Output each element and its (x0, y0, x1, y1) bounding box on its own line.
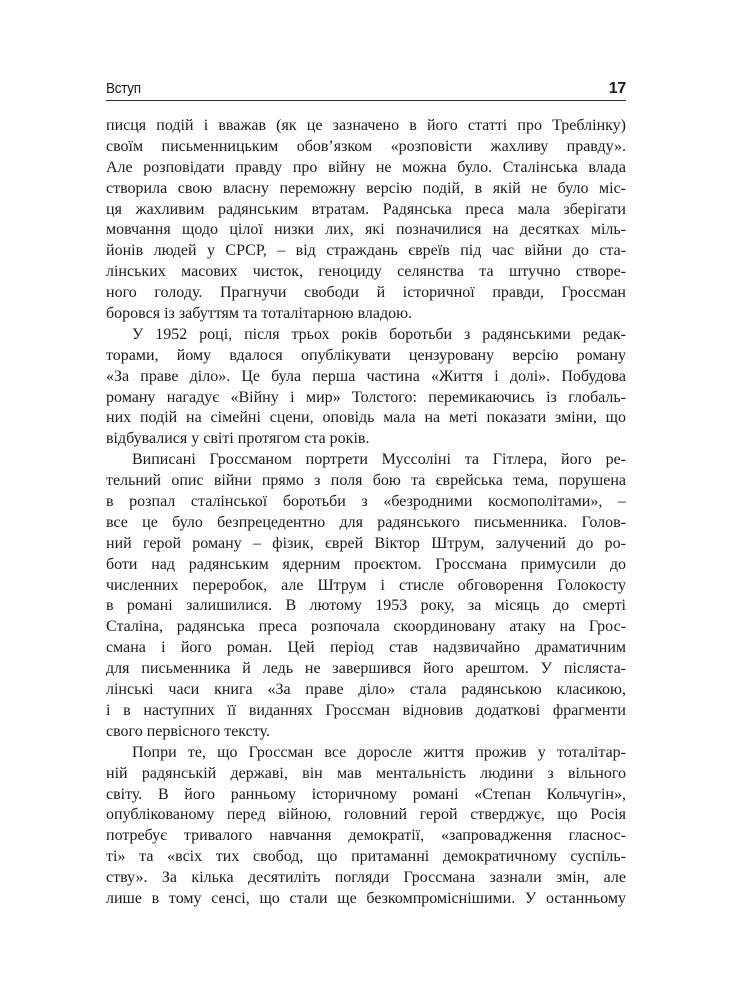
text-line: лінські часи книга «За праве діло» стала радянською класикою, (106, 681, 626, 699)
running-header-title: Вступ (106, 80, 141, 97)
text-line: них подій на сімейні сцени, оповідь мала на меті показати зміни, що (106, 409, 626, 427)
text-line: лінських масових чисток, геноциду селянства та штучно створе- (106, 263, 626, 281)
text-body (106, 116, 626, 910)
text-line: створила свою власну переможну версію подій, в якій не було міс- (106, 179, 626, 197)
paragraph (106, 450, 626, 742)
text-line: ній радянській державі, він мав ментальність людини з вільного (106, 764, 626, 782)
text-line: потребує тривалого навчання демократії, «запровадження гласнос- (106, 827, 626, 845)
text-line: в романі залишилися. В лютому 1953 року, за місяць до смерті (106, 597, 626, 615)
text-line: тельний опис війни прямо з поля бою та єврейська тема, порушена (106, 472, 626, 490)
text-line: в розпал сталінської боротьби з «безродними космополітами», – (106, 493, 626, 511)
text-line: свого первісного тексту. (106, 722, 270, 740)
text-line: боровся із забуттям та тоталітарною владою. (106, 305, 413, 323)
text-line: мовчання щодо цілої низки лих, які позначилися на десятках міль- (106, 221, 626, 239)
paragraph (106, 116, 626, 325)
text-line: лише в тому сенсі, що стали ще безкомпроміснішими. У останньому (106, 889, 626, 907)
text-line: ний герой роману – фізик, єврей Віктор Штрум, залучений до ро- (106, 534, 626, 552)
text-line: писця подій і вважав (як це зазначено в його статті про Треблінку) (106, 117, 626, 134)
text-line: У 1952 році, після трьох років боротьби з радянськими редак- (132, 325, 626, 343)
text-line: ству». За кілька десятиліть погляди Гроссмана зазнали змін, але (106, 869, 626, 887)
text-line: своїм письменницьким обов’язком «розповісти жахливу правду». (106, 137, 626, 155)
text-line: йонів людей у СРСР, – від страждань євреїв під час війни до ста- (106, 242, 626, 260)
text-line: Виписані Гроссманом портрети Муссоліні та Гітлера, його ре- (132, 451, 626, 469)
text-line: роману нагадує «Війну і мир» Толстого: перемикаючись із глобаль- (106, 388, 626, 406)
text-line: ті» та «всіх тих свобод, що притаманні демократичному суспіль- (106, 848, 626, 866)
text-line: ного голоду. Прагнучи свободи й історичної правди, Гроссман (106, 284, 626, 302)
paragraph (106, 743, 626, 910)
paragraph (106, 325, 626, 450)
text-line: Але розповідати правду про війну не можна було. Сталінська влада (106, 158, 626, 176)
text-line: все це було безпрецедентно для радянського письменника. Голов- (106, 513, 626, 531)
text-line: боти над радянським ядерним проєктом. Гроссмана примусили до (106, 555, 626, 573)
text-line: і в наступних її виданнях Гроссман відновив додаткові фрагменти (106, 701, 626, 719)
text-line: Сталіна, радянська преса розпочала скоординовану атаку на Грос- (106, 618, 626, 636)
text-line: ця жахливим радянським втратам. Радянська преса мала зберігати (106, 200, 626, 218)
header-rule (106, 100, 626, 101)
text-line: Попри те, що Гроссман все доросле життя прожив у тоталітар- (132, 743, 626, 761)
text-line: торами, йому вдалося опублікувати цензуровану версію роману (106, 346, 626, 364)
text-line: для письменника й ледь не завершився його арештом. У післяста- (106, 660, 626, 678)
page-header (106, 80, 626, 98)
text-line: «За праве діло». Це була перша частина «Життя і долі». Побудова (106, 367, 626, 385)
text-line: світу. В його ранньому історичному романі «Степан Кольчугін», (106, 785, 626, 803)
text-line: опублікованому перед війною, головний герой стверджує, що Росія (106, 806, 626, 824)
text-line: численних переробок, але Штрум і стисле обговорення Голокосту (106, 576, 626, 594)
text-line: смана і його роман. Цей період став надзвичайно драматичним (106, 639, 626, 657)
text-line: відбувалися у світі протягом ста років. (106, 430, 370, 448)
page-number: 17 (608, 80, 626, 97)
